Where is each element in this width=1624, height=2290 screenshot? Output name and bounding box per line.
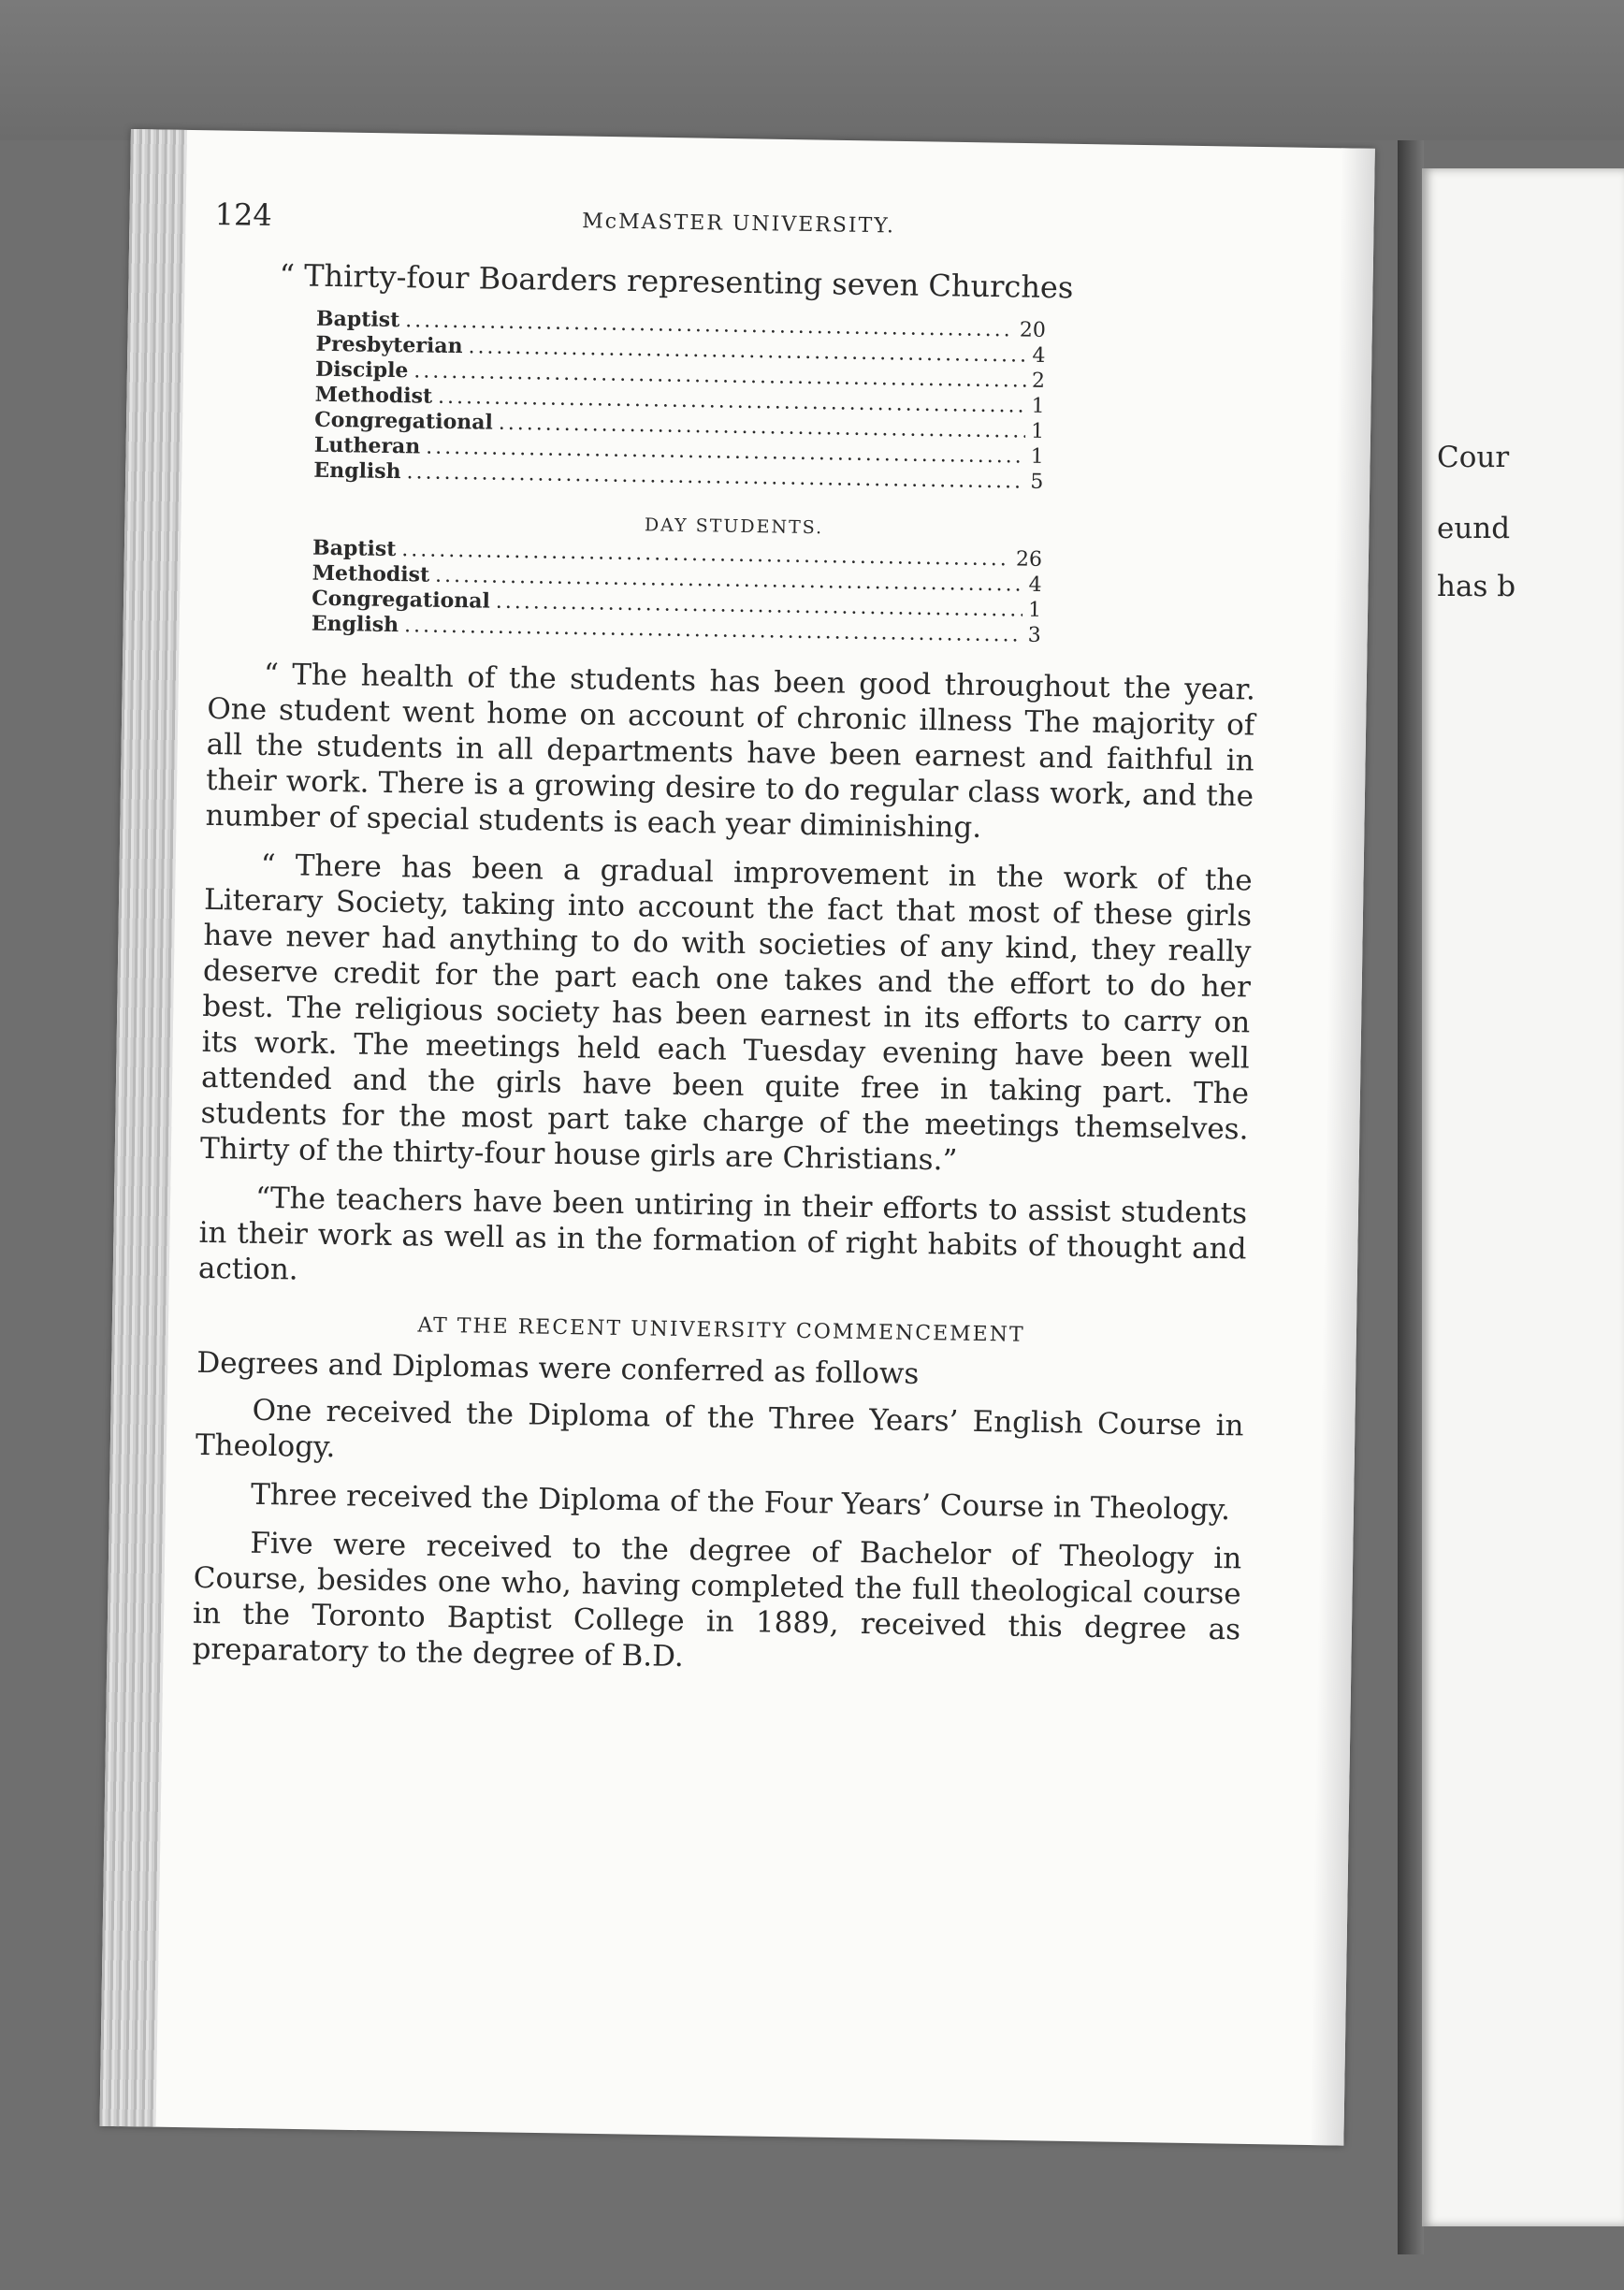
book-spine [1398,140,1424,2254]
boarders-row-label: Congregational [314,407,494,435]
boarders-row-label: Baptist [315,306,400,333]
boarders-row-value: 2 [1031,369,1046,393]
day-students-heading: DAY STUDENTS. [644,515,824,539]
day-students-row-label: Congregational [312,586,491,614]
paragraph-health: “ The health of the students has been good throughout the year. One student went home on account of chronic illness The majority of all the students in all departments have been earnest and faithful in their work. There is a growing desire to do regular class work, and the number of special students is each year diminishing. [205,657,1256,845]
day-students-row-value: 4 [1028,572,1042,597]
body-text [198,656,1255,1303]
day-students-row-label: English [311,611,399,638]
right-page-line: eund [1437,512,1511,545]
day-students-row-value: 1 [1027,598,1042,622]
paragraph-teachers: “The teachers have been untiring in their efforts to assist students in their work as well as in the formation of right habits of thought and action. [197,1181,1248,1287]
degree-item: One received the Diploma of the Three Years’ English Course in Theology. [195,1393,1244,1465]
commencement-heading: AT THE RECENT UNIVERSITY COMMENCEMENT [417,1313,1025,1347]
page-content [192,196,1263,1683]
boarders-row-value: 5 [1030,470,1044,494]
paragraph-literary-society: “ There has been a gradual improvement in the work of the Literary Society, taking into account the fact that most of these girls have never had anything to do with societies of any kind, they really deserve credit for the part each one takes and the effort to do her best. The religious society has been earnest in its efforts to carry on its work. The meetings held each Tuesday evening have been well attended and the girls have been quite free in taking part. The students for the most part take charge of the meetings themselves. Thirty of the thirty-four house girls are Christians.” [199,848,1253,1178]
boarders-row-value: 1 [1031,394,1045,418]
right-page-text [1437,440,1624,604]
boarders-row-value: 1 [1030,419,1045,443]
boarders-row-value: 1 [1030,444,1044,469]
degree-item: Three received the Diploma of the Four Years’ Course in Theology. [250,1477,1231,1528]
boarders-table [313,307,1046,495]
day-students-row-label: Methodist [312,560,430,587]
degrees-intro: Degrees and Diplomas were conferred as follows [196,1345,920,1391]
right-page-line: Cour [1437,441,1510,474]
day-students-table [312,536,1043,648]
right-page-upper [1437,440,1624,545]
running-title: McMASTER UNIVERSITY. [582,210,896,239]
page-edges [99,129,187,2127]
boarders-row-value: 20 [1019,318,1047,342]
boarders-row-value: 4 [1032,343,1046,368]
boarders-row-label: Disciple [314,356,409,384]
day-students-row-value: 26 [1015,547,1043,572]
boarders-intro: “ Thirty-four Boarders representing seven Churches [279,257,1074,306]
right-page-line: has b [1437,570,1516,603]
background-top [0,0,1624,140]
boarders-row-label: Methodist [314,382,433,409]
boarders-row-label: Lutheran [313,432,421,459]
right-page-lower [1437,569,1624,604]
day-students-row-label: Baptist [312,535,397,562]
boarders-row-label: English [313,457,401,485]
boarders-row-label: Presbyterian [315,331,463,359]
day-students-row-value: 3 [1027,623,1041,647]
page-gutter [1310,148,1375,2145]
degree-item: Five were received to the degree of Bachelor of Theology in Course, besides one who, having completed the full theological course in the Toronto Baptist College in 1889, received this degree as preparatory to the degree of B.D. [192,1526,1242,1674]
page-number: 124 [214,196,273,233]
